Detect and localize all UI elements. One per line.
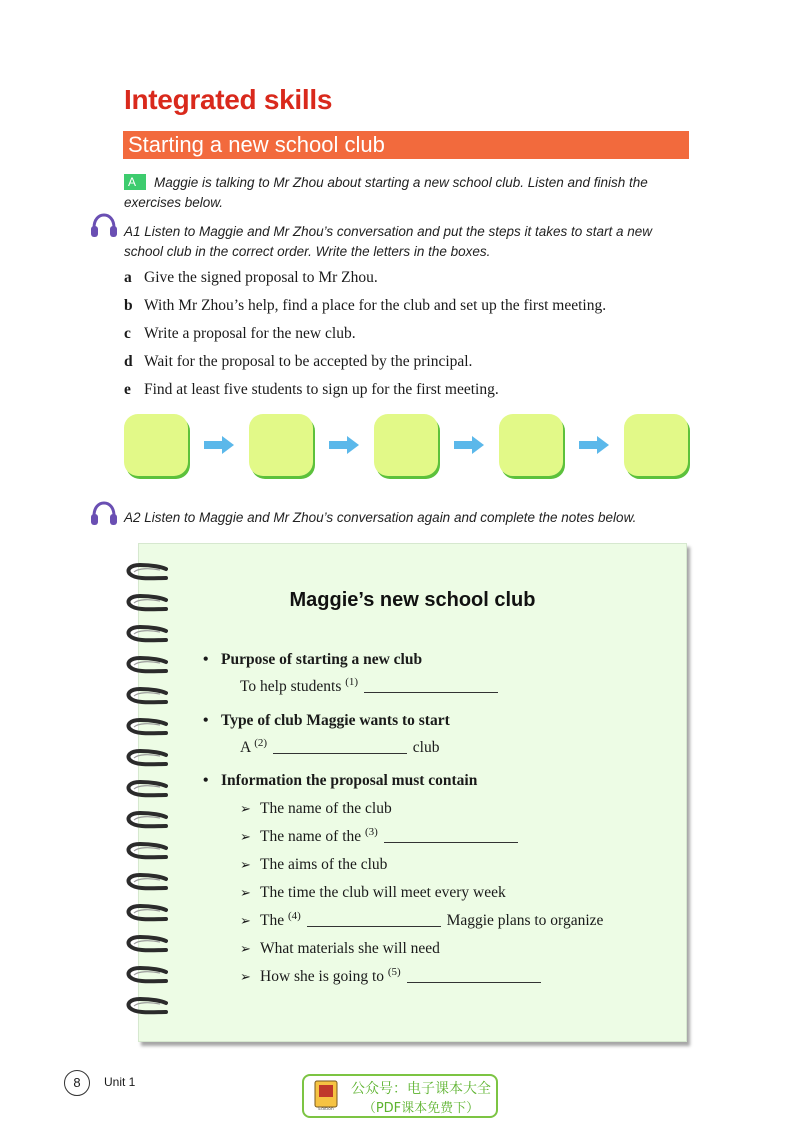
list-item	[124, 268, 606, 296]
type-line	[240, 738, 439, 758]
blank-number: (3)	[365, 826, 378, 838]
list-item	[124, 296, 606, 324]
answer-box-5[interactable]	[624, 414, 688, 476]
chevron-right-icon: ➢	[240, 885, 251, 900]
step-letter: a	[124, 269, 132, 286]
spiral-ring-icon	[124, 779, 168, 801]
spiral-binding	[124, 562, 170, 1012]
spiral-ring-icon	[124, 810, 168, 832]
blank-number: (4)	[287, 910, 301, 922]
type-heading: • Type of club Maggie wants to start	[221, 711, 450, 731]
list-item	[124, 324, 606, 352]
list-item: ➢ The time the club will meet every week	[240, 884, 506, 901]
step-text: Give the signed proposal to Mr Zhou.	[144, 269, 378, 286]
arrow-right-icon	[204, 436, 234, 454]
answer-box-2[interactable]	[249, 414, 313, 476]
book-logo-icon	[314, 1080, 338, 1112]
part-a-badge: A	[124, 174, 146, 190]
spiral-ring-icon	[124, 934, 168, 956]
list-item: ➢ What materials she will need	[240, 940, 440, 957]
step-list	[124, 268, 606, 408]
blank-number: (2)	[254, 737, 268, 749]
purpose-line	[240, 677, 500, 697]
blank-4[interactable]	[307, 912, 441, 927]
type-prefix: A	[240, 739, 251, 756]
chevron-right-icon: ➢	[240, 913, 251, 928]
notebook	[138, 543, 687, 1042]
step-letter: b	[124, 297, 133, 314]
purpose-prefix: To help students	[240, 678, 342, 695]
blank-number: (5)	[387, 966, 401, 978]
list-item: ➢ How she is going to $^{(5)}$	[240, 967, 543, 987]
spiral-ring-icon	[124, 872, 168, 894]
step-letter: d	[124, 353, 133, 370]
spiral-ring-icon	[124, 655, 168, 677]
unit-label: Unit 1	[104, 1075, 136, 1089]
list-item: ➢ The name of the $^{(3)}$	[240, 827, 520, 847]
list-item: ➢ The aims of the club	[240, 856, 388, 873]
section-title: Starting a new school club	[123, 131, 689, 159]
notebook-title: Maggie’s new school club	[289, 589, 536, 611]
step-text: Write a proposal for the new club.	[144, 325, 356, 342]
blank-1[interactable]	[364, 678, 498, 693]
headphones-icon[interactable]	[89, 212, 119, 238]
arrow-right-icon	[329, 436, 359, 454]
page-number: 8	[64, 1070, 90, 1096]
answer-box-4[interactable]	[499, 414, 563, 476]
list-item	[124, 380, 606, 408]
spiral-ring-icon	[124, 903, 168, 925]
list-item: ➢ The name of the club	[240, 800, 392, 817]
blank-5[interactable]	[407, 968, 541, 983]
list-item	[124, 352, 606, 380]
spiral-ring-icon	[124, 965, 168, 987]
arrow-right-icon	[454, 436, 484, 454]
blank-number: (1)	[345, 676, 359, 688]
a2-instruction: A2 Listen to Maggie and Mr Zhou’s conversation again and complete the notes below.	[124, 510, 637, 525]
watermark-line-2: （PDF课本免费下）	[362, 1101, 480, 1116]
page-title: Integrated skills	[124, 84, 333, 115]
watermark	[302, 1074, 498, 1118]
step-text: With Mr Zhou’s help, find a place for the club and set up the first meeting.	[144, 297, 607, 314]
chevron-right-icon: ➢	[240, 857, 251, 872]
part-a-instruction	[124, 173, 684, 213]
headphones-icon[interactable]	[89, 500, 119, 526]
blank-3[interactable]	[384, 828, 518, 843]
arrow-right-icon	[579, 436, 609, 454]
watermark-line-1: 公众号：电子课本大全	[351, 1081, 491, 1097]
spiral-ring-icon	[124, 593, 168, 615]
spiral-ring-icon	[124, 748, 168, 770]
spiral-ring-icon	[124, 841, 168, 863]
purpose-heading: • Purpose of starting a new club	[221, 650, 422, 670]
step-letter: e	[124, 381, 131, 398]
chevron-right-icon: ➢	[240, 801, 251, 816]
step-text: Wait for the proposal to be accepted by the principal.	[144, 353, 473, 370]
info-heading: • Information the proposal must contain	[221, 771, 477, 791]
blank-2[interactable]	[273, 739, 407, 754]
spiral-ring-icon	[124, 686, 168, 708]
spiral-ring-icon	[124, 562, 168, 584]
list-item: ➢ The $^{(4)}$ Maggie plans to organize	[240, 910, 604, 929]
a1-instruction: A1 Listen to Maggie and Mr Zhou’s conversation and put the steps it takes to start a new school club in the correct order. Write the letters in the boxes.	[124, 224, 653, 259]
chevron-right-icon: ➢	[240, 969, 251, 984]
svg-text:Edition: Edition	[318, 1107, 334, 1112]
step-text: Find at least five students to sign up for the first meeting.	[144, 381, 499, 398]
answer-box-1[interactable]	[124, 414, 188, 476]
answer-box-3[interactable]	[374, 414, 438, 476]
spiral-ring-icon	[124, 996, 168, 1018]
chevron-right-icon: ➢	[240, 941, 251, 956]
step-letter: c	[124, 325, 131, 342]
answer-boxes	[124, 414, 690, 480]
chevron-right-icon: ➢	[240, 829, 251, 844]
part-a-text: Maggie is talking to Mr Zhou about starting a new school club. Listen and finish the exercises below.	[124, 175, 648, 210]
spiral-ring-icon	[124, 624, 168, 646]
spiral-ring-icon	[124, 717, 168, 739]
type-suffix: club	[412, 739, 440, 756]
